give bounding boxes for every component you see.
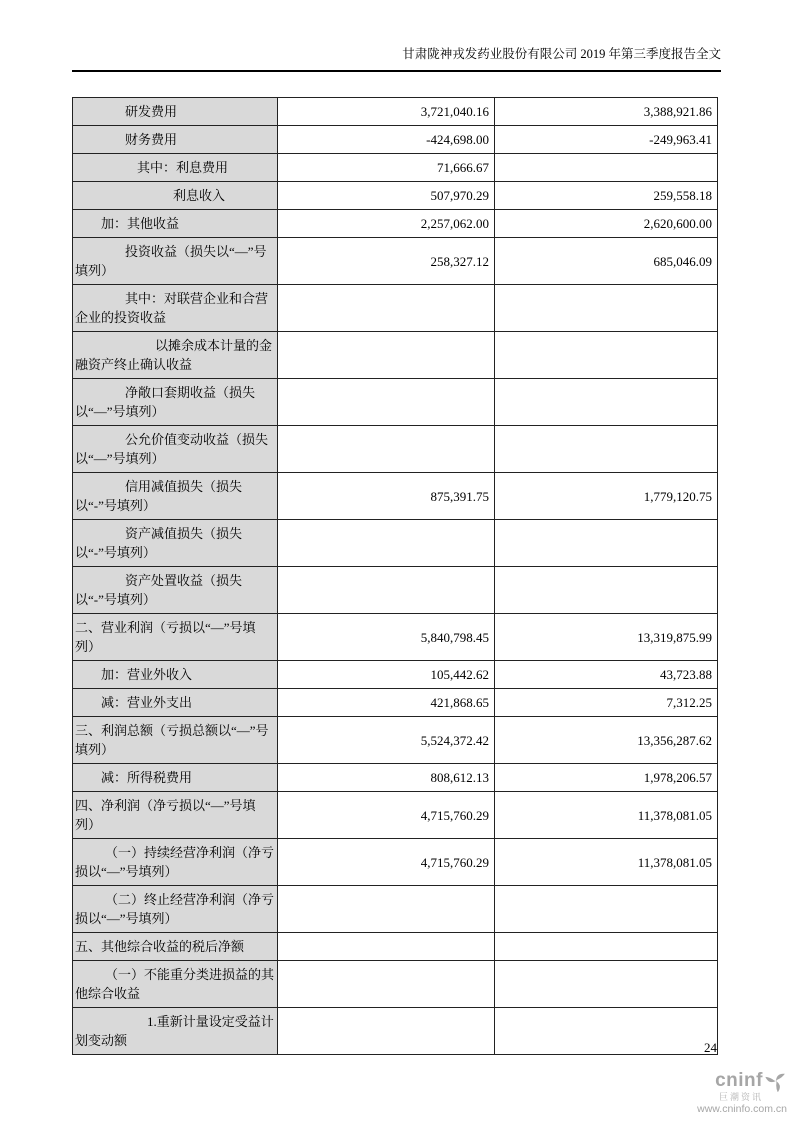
cell-prior-period: 43,723.88 <box>495 661 718 689</box>
cninfo-swirl-icon <box>765 1070 787 1092</box>
income-statement-table <box>72 97 718 1055</box>
row-label: 投资收益（损失以“—”号填列） <box>75 244 267 278</box>
cell-current-period: 3,721,040.16 <box>278 98 495 126</box>
cell-prior-period <box>495 886 718 933</box>
doc-header <box>72 46 721 72</box>
cell-current-period <box>278 285 495 332</box>
table-body <box>73 98 718 1055</box>
cell-current-period: 4,715,760.29 <box>278 792 495 839</box>
cell-prior-period <box>495 933 718 961</box>
row-label: 减：所得税费用 <box>101 770 193 785</box>
table-row <box>73 567 718 614</box>
cell-current-period <box>278 886 495 933</box>
cninfo-subtext: 巨潮资讯 <box>718 1092 763 1102</box>
cell-prior-period <box>495 567 718 614</box>
cell-prior-period: 7,312.25 <box>495 689 718 717</box>
row-label: 资产减值损失（损失以“-”号填列） <box>75 526 243 560</box>
cell-prior-period <box>495 285 718 332</box>
cell-current-period: 875,391.75 <box>278 473 495 520</box>
cell-current-period <box>278 379 495 426</box>
table-row <box>73 473 718 520</box>
cell-prior-period <box>495 332 718 379</box>
cninfo-url: www.cninfo.com.cn <box>697 1102 787 1115</box>
cell-prior-period <box>495 426 718 473</box>
table-row <box>73 520 718 567</box>
row-label: 财务费用 <box>125 132 178 147</box>
row-label: 加：营业外收入 <box>101 667 193 682</box>
cell-prior-period: 1,978,206.57 <box>495 764 718 792</box>
cell-current-period: 4,715,760.29 <box>278 839 495 886</box>
table-row <box>73 614 718 661</box>
cell-current-period: 2,257,062.00 <box>278 210 495 238</box>
cell-prior-period: 13,319,875.99 <box>495 614 718 661</box>
table-row <box>73 839 718 886</box>
table-row <box>73 98 718 126</box>
cell-current-period: 5,840,798.45 <box>278 614 495 661</box>
table-row <box>73 126 718 154</box>
row-label: （一）持续经营净利润（净亏损以“—”号填列） <box>75 845 275 879</box>
table-row <box>73 961 718 1008</box>
cninfo-logo <box>697 1070 787 1115</box>
cell-prior-period: 13,356,287.62 <box>495 717 718 764</box>
table-row <box>73 238 718 285</box>
cell-current-period <box>278 933 495 961</box>
cell-prior-period: 1,779,120.75 <box>495 473 718 520</box>
table-row <box>73 886 718 933</box>
page-number: 24 <box>704 1040 717 1055</box>
table-row <box>73 689 718 717</box>
row-label: 公允价值变动收益（损失以“—”号填列） <box>75 432 269 466</box>
cell-prior-period <box>495 379 718 426</box>
table-row <box>73 764 718 792</box>
cell-current-period <box>278 961 495 1008</box>
cell-prior-period: 3,388,921.86 <box>495 98 718 126</box>
cell-current-period <box>278 520 495 567</box>
table-row <box>73 332 718 379</box>
cninfo-logo-row <box>697 1070 787 1092</box>
cell-current-period: 105,442.62 <box>278 661 495 689</box>
row-label: 研发费用 <box>125 104 178 119</box>
cell-current-period <box>278 332 495 379</box>
row-label: 减：营业外支出 <box>101 695 193 710</box>
cell-current-period: 258,327.12 <box>278 238 495 285</box>
row-label: 以摊余成本计量的金融资产终止确认收益 <box>75 338 273 372</box>
table-row <box>73 792 718 839</box>
cell-current-period: 71,666.67 <box>278 154 495 182</box>
row-label: 利息收入 <box>173 188 226 203</box>
row-label: 加：其他收益 <box>101 216 180 231</box>
row-label: 其中：对联营企业和合营企业的投资收益 <box>75 291 269 325</box>
cell-current-period: -424,698.00 <box>278 126 495 154</box>
cell-prior-period: 259,558.18 <box>495 182 718 210</box>
row-label: 三、利润总额（亏损总额以“—”号填列） <box>75 723 269 757</box>
row-label: （一）不能重分类进损益的其他综合收益 <box>75 967 275 1001</box>
row-label: 五、其他综合收益的税后净额 <box>75 939 245 954</box>
cell-prior-period: 11,378,081.05 <box>495 839 718 886</box>
row-label: 净敞口套期收益（损失以“—”号填列） <box>75 385 256 419</box>
table-row <box>73 717 718 764</box>
cell-current-period <box>278 567 495 614</box>
row-label: 二、营业利润（亏损以“—”号填列） <box>75 620 256 654</box>
table-row <box>73 154 718 182</box>
cninfo-wordmark: cninf <box>715 1069 763 1091</box>
doc-header-title: 甘肃陇神戎发药业股份有限公司 2019 年第三季度报告全文 <box>402 47 721 61</box>
cell-prior-period: 685,046.09 <box>495 238 718 285</box>
cell-prior-period <box>495 961 718 1008</box>
cell-prior-period: 11,378,081.05 <box>495 792 718 839</box>
row-label: 其中：利息费用 <box>137 160 229 175</box>
table-row <box>73 426 718 473</box>
cell-current-period: 5,524,372.42 <box>278 717 495 764</box>
cell-current-period <box>278 426 495 473</box>
cell-prior-period <box>495 520 718 567</box>
row-label: 1.重新计量设定受益计划变动额 <box>75 1014 274 1048</box>
cell-current-period: 507,970.29 <box>278 182 495 210</box>
table-row <box>73 661 718 689</box>
table-row <box>73 933 718 961</box>
table-row <box>73 182 718 210</box>
cell-current-period: 421,868.65 <box>278 689 495 717</box>
row-label: （二）终止经营净利润（净亏损以“—”号填列） <box>75 892 275 926</box>
table-row <box>73 379 718 426</box>
cell-current-period: 808,612.13 <box>278 764 495 792</box>
row-label: 信用减值损失（损失以“-”号填列） <box>75 479 243 513</box>
row-label: 资产处置收益（损失以“-”号填列） <box>75 573 243 607</box>
table-row <box>73 285 718 332</box>
row-label: 四、净利润（净亏损以“—”号填列） <box>75 798 256 832</box>
table-row <box>73 210 718 238</box>
cell-prior-period: -249,963.41 <box>495 126 718 154</box>
cell-prior-period <box>495 154 718 182</box>
cell-prior-period: 2,620,600.00 <box>495 210 718 238</box>
